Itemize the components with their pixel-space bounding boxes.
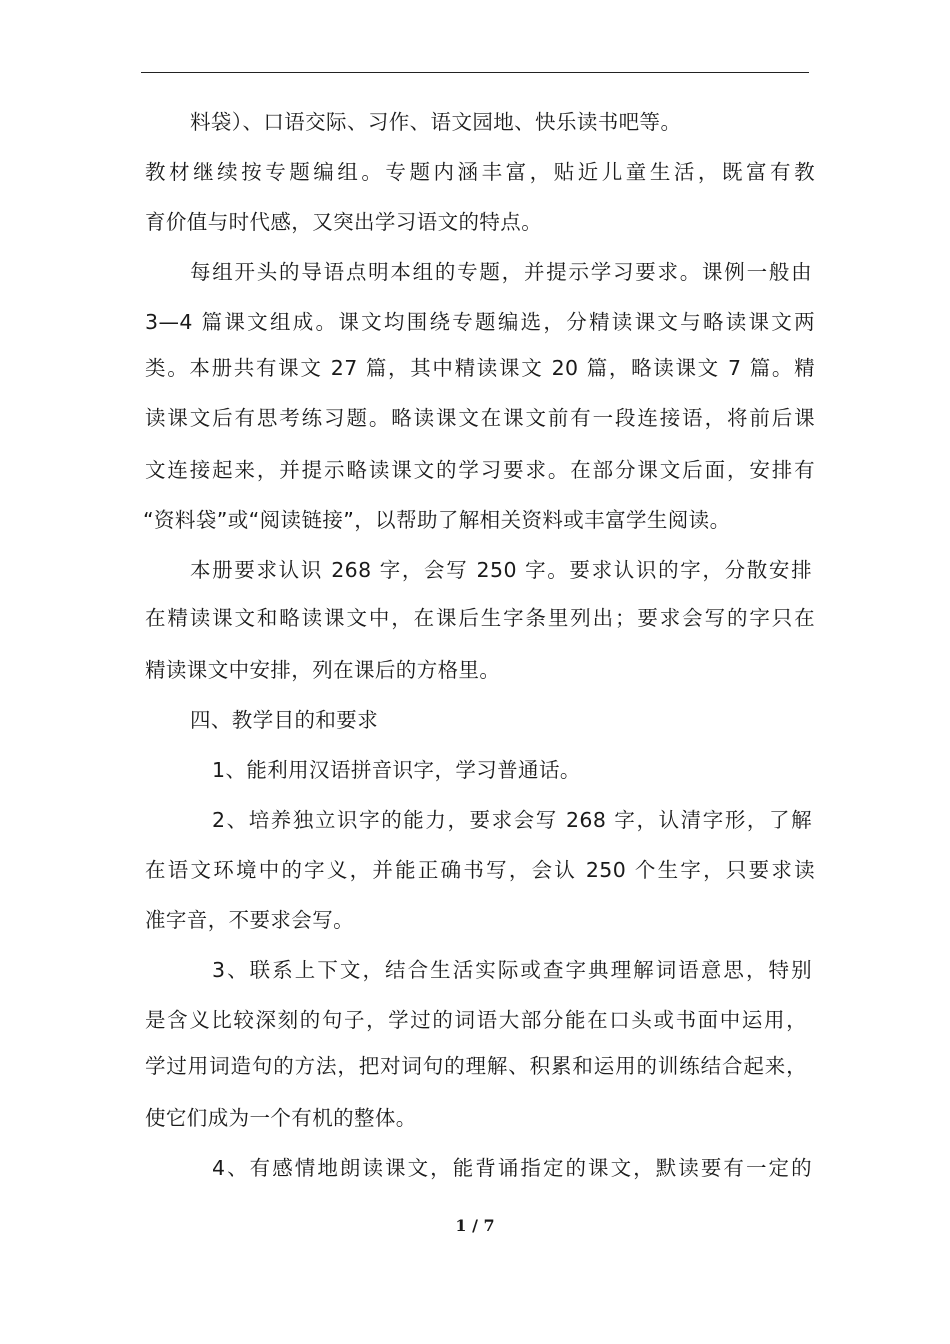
section-heading: 四、教学目的和要求 — [190, 708, 379, 732]
text-line: 本册要求认识 268 字，会写 250 字。要求认识的字，分散安排 — [190, 558, 812, 582]
text-line: 每组开头的导语点明本组的专题，并提示学习要求。课例一般由 — [190, 260, 812, 284]
text-line: 育价值与时代感，又突出学习语文的特点。 — [145, 210, 543, 234]
text-line: 3、联系上下文，结合生活实际或查字典理解词语意思，特别 — [212, 958, 812, 982]
text-line: 精读课文中安排，列在课后的方格里。 — [145, 658, 501, 682]
text-line: 1、能利用汉语拼音识字，学习普通话。 — [212, 758, 581, 782]
text-line: 2、培养独立识字的能力，要求会写 268 字，认清字形，了解 — [212, 808, 812, 832]
text-line: 料袋）、口语交际、习作、语文园地、快乐读书吧等。 — [190, 110, 682, 134]
text-line: 类。本册共有课文 27 篇，其中精读课文 20 篇，略读课文 7 篇。精 — [145, 356, 815, 380]
text-line: 文连接起来，并提示略读课文的学习要求。在部分课文后面，安排有 — [145, 458, 815, 482]
text-line: 在精读课文和略读课文中，在课后生字条里列出；要求会写的字只在 — [145, 606, 815, 630]
text-line: 读课文后有思考练习题。略读课文在课文前有一段连接语，将前后课 — [145, 406, 815, 430]
text-line: 使它们成为一个有机的整体。 — [145, 1106, 417, 1130]
text-line: 3—4 篇课文组成。课文均围绕专题编选，分精读课文与略读课文两 — [145, 310, 815, 334]
text-line: 准字音，不要求会写。 — [145, 908, 354, 932]
text-line: 教材继续按专题编组。专题内涵丰富，贴近儿童生活，既富有教 — [145, 160, 815, 184]
text-line: 在语文环境中的字义，并能正确书写，会认 250 个生字，只要求读 — [145, 858, 815, 882]
text-line: 学过用词造句的方法，把对词句的理解、积累和运用的训练结合起来， — [145, 1054, 807, 1078]
text-line: 是含义比较深刻的句子，学过的词语大部分能在口头或书面中运用， — [145, 1008, 807, 1032]
header-rule — [141, 72, 809, 73]
text-line: “资料袋”或“阅读链接”，以帮助了解相关资料或丰富学生阅读。 — [143, 508, 731, 532]
page-number: 1 / 7 — [455, 1216, 495, 1235]
text-line: 4、有感情地朗读课文，能背诵指定的课文，默读要有一定的 — [212, 1156, 812, 1180]
